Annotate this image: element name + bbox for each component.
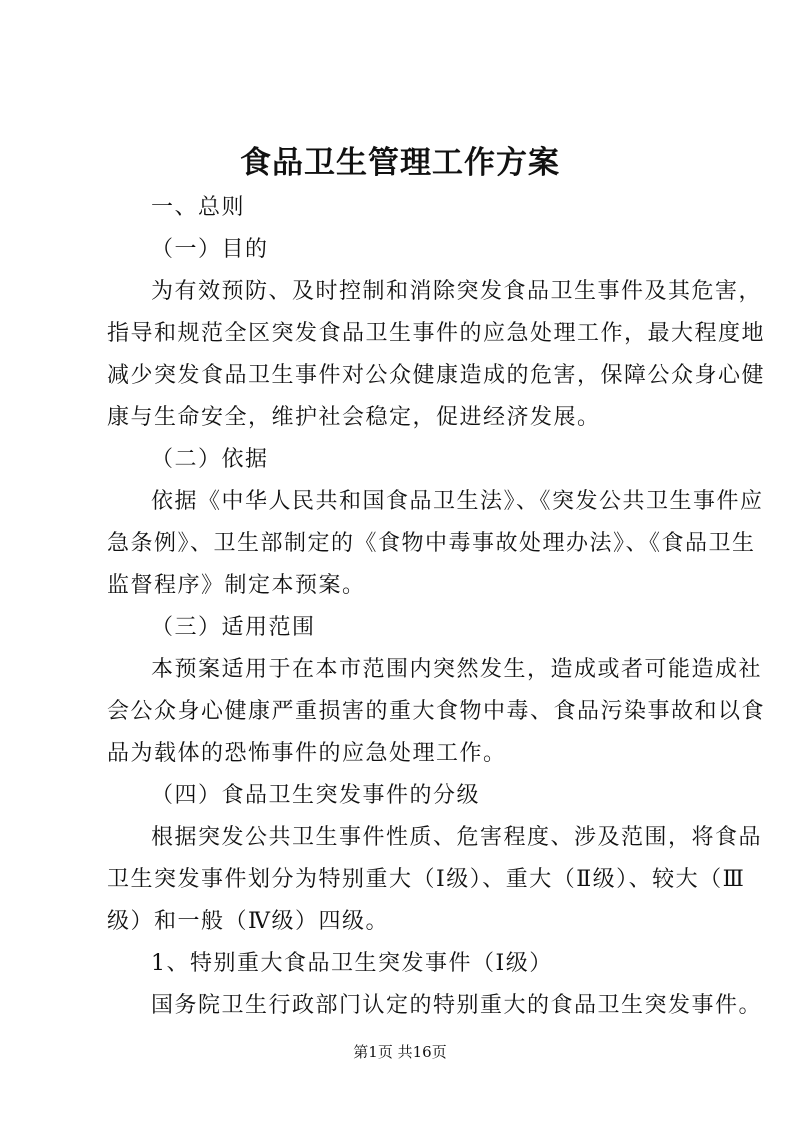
document-body xyxy=(107,187,766,1027)
paragraph-line: 指导和规范全区突发食品卫生事件的应急处理工作，最大程度地 xyxy=(107,321,766,346)
paragraph-line: 卫生突发事件划分为特别重大（Ⅰ级）、重大（Ⅱ级）、较大（Ⅲ xyxy=(107,867,746,892)
paragraph-line: 国务院卫生行政部门认定的特别重大的食品卫生突发事件。 xyxy=(151,993,763,1018)
subsection-heading-basis: （二）依据 xyxy=(151,447,269,472)
subsection-heading-purpose: （一）目的 xyxy=(151,237,269,262)
section-heading-general: 一、总则 xyxy=(151,195,246,220)
paragraph-line: 根据突发公共卫生事件性质、危害程度、涉及范围，将食品 xyxy=(151,825,763,850)
paragraph-line: 会公众身心健康严重损害的重大食物中毒、食品污染事故和以食 xyxy=(107,699,766,724)
paragraph-line: 品为载体的恐怖事件的应急处理工作。 xyxy=(107,741,507,766)
paragraph-line: 依据《中华人民共和国食品卫生法》、《突发公共卫生事件应 xyxy=(151,489,764,514)
subsection-heading-scope: （三）适用范围 xyxy=(151,615,316,640)
paragraph-line: 监督程序》制定本预案。 xyxy=(107,573,366,598)
paragraph-line: 急条例》、卫生部制定的《食物中毒事故处理办法》、《食品卫生 xyxy=(107,531,756,556)
paragraph-line: 本预案适用于在本市范围内突然发生，造成或者可能造成社 xyxy=(151,657,763,682)
item-heading-level-1: 1、特别重大食品卫生突发事件（Ⅰ级） xyxy=(151,951,553,976)
paragraph-line: 为有效预防、及时控制和消除突发食品卫生事件及其危害， xyxy=(151,279,763,304)
document-title: 食品卫生管理工作方案 xyxy=(240,145,560,181)
subsection-heading-classification: （四）食品卫生突发事件的分级 xyxy=(151,783,481,808)
page-number-footer: 第1页 共16页 xyxy=(353,1043,447,1061)
paragraph-line: 级）和一般（Ⅳ级）四级。 xyxy=(107,909,389,934)
paragraph-line: 康与生命安全，维护社会稳定，促进经济发展。 xyxy=(107,405,601,430)
paragraph-line: 减少突发食品卫生事件对公众健康造成的危害，保障公众身心健 xyxy=(107,363,766,388)
